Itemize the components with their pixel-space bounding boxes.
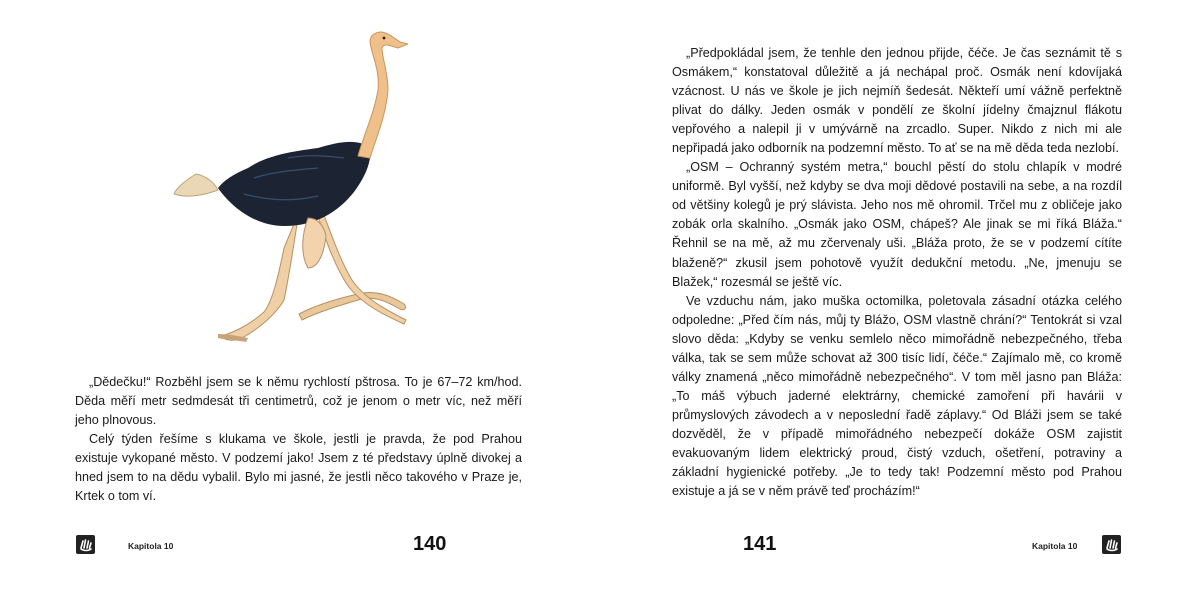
- page-number: 140: [413, 533, 447, 555]
- chapter-label: Kapitola 10: [128, 541, 174, 551]
- paragraph: „Předpokládal jsem, že tenhle den jednou přijde, čéče. Je čas seznámit tě s Osmákem,“ konstatoval důležitě a já nechápal proč. Osmák není kdovíjaká vzácnost. U nás ve škole je jich nejmíň šedesát. Někteří umí vážně perfektně plivat do dálky. Jeden osmák v pondělí ze školní jídelny čmajznul flákotu vepřového a nalepil ji v umývárně na zrcadlo. Super. Nikdo z nich mi ale nepřipadá jako odborník na podzemní město. To ať se na mě děda teda nezlobí.: [672, 46, 1122, 156]
- ostrich-illustration: [168, 28, 408, 346]
- paragraph: „OSM – Ochranný systém metra,“ bouchl pěstí do stolu chlapík v modré uniformě. Byl vyšší, než kdyby se dva moji dědové postavili na sebe, a na rozdíl od většiny kolegů je prý slávista. Jeho nos mě ohromil. Trčel mu z obličeje jako zobák orla skalního. „Osmák jako OSM, chápeš? Ale jinak se mi říká Bláža.“ Řehnil se na mě, až mu zčervenaly uši. „Bláža proto, že se v podzemí cítíte blaženě?“ zkusil jsem pohotově využít dedukční metodu. „Ne, jmenuju se Blažek,“ rozesmál se ještě víc.: [672, 160, 1122, 289]
- right-body-text: [672, 44, 1122, 501]
- right-page: [600, 0, 1200, 594]
- paragraph: „Dědečku!“ Rozběhl jsem se k němu rychlostí pštrosa. To je 67–72 km/hod. Děda měří metr sedmdesát tři centimetrů, což je jenom o metr víc, než měří jeho plnovous.: [75, 375, 522, 428]
- chapter-label: Kapitola 10: [1032, 541, 1078, 551]
- hand-logo-icon: [76, 535, 95, 554]
- left-body-text: [75, 373, 522, 506]
- page-number: 141: [743, 533, 777, 555]
- paragraph: Celý týden řešíme s klukama ve škole, jestli je pravda, že pod Prahou existuje vykopané město. V podzemí jako! Jsem z té představy úplně divokej a hned jsem to na dědu vybalil. Bylo mi jasné, že jestli něco takového v Praze je, Krtek o tom ví.: [75, 432, 522, 504]
- paragraph: Ve vzduchu nám, jako muška octomilka, poletovala zásadní otázka celého odpoledne: „Před čím nás, můj ty Blážo, OSM vlastně chrání?“ Tentokrát si vzal slovo děda: „Kdyby se venku semlelo něco mimořádně nebezpečného, třeba válka, tak se sem může schovat až 300 tisíc lidí, čéče.“ Zajímalo mě, co kromě války znamená „něco mimořádně nebezpečného“. V tom měl jasno pan Bláža: „To máš výbuch jaderné elektrárny, chemické zamoření při havárii v průmyslových závodech a v neposlední řadě záplavy.“ Od Bláži jsem se také dozvěděl, že v případě mimořádného nebezpečí dokáže OSM zajistit evakuovaným lidem elektrický proud, čistý vzduch, ošetření, potraviny a základní hygienické potřeby. „Je to tedy tak! Podzemní město pod Prahou existuje a já se v něm právě teď procházím!“: [672, 293, 1122, 499]
- hand-logo-icon: [1102, 535, 1121, 554]
